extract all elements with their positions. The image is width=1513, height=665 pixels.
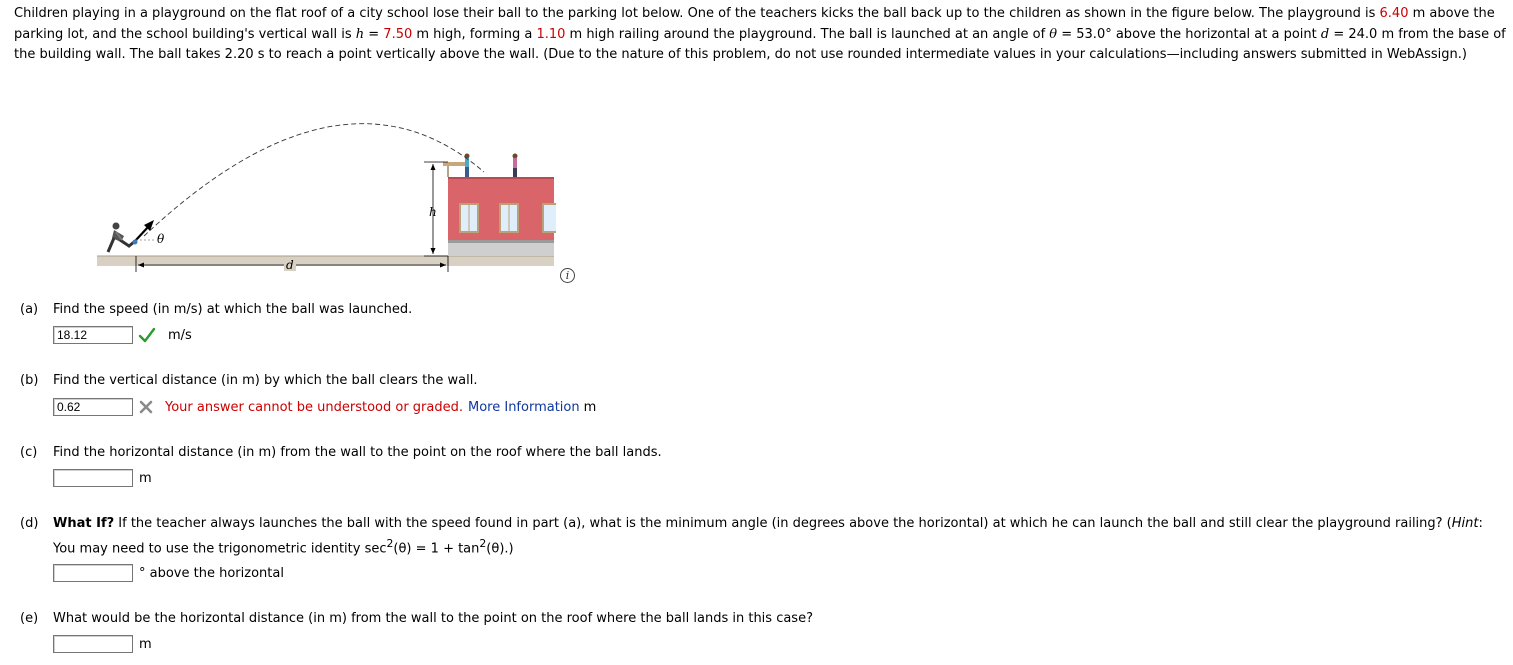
playground-railing xyxy=(443,162,467,166)
part-c-input[interactable] xyxy=(53,469,133,487)
part-a: (a) Find the speed (in m/s) at which the ball was launched. xyxy=(20,302,413,317)
part-c-unit: m xyxy=(139,470,152,486)
what-if-title: What If? xyxy=(53,516,115,531)
part-b-answer xyxy=(53,397,596,417)
part-a-unit: m/s xyxy=(168,327,192,343)
part-d-answer xyxy=(53,563,284,583)
parking-lot-ground xyxy=(97,256,554,266)
wall-height-value: 7.50 xyxy=(383,26,413,42)
figure-info-icon[interactable]: i xyxy=(560,268,575,283)
part-a-answer xyxy=(53,325,192,345)
h-label: h xyxy=(429,205,437,219)
part-d: (d) What If? If the teacher always launches the ball with the speed found in part (a), what is the minimum angle (in degrees above the horizontal) at which he can launch the ball and still clear the playground railing? (Hint: You may need to use the trigonometric identity $\sec^2(\theta) = 1 + \tan^2(\theta)$.) xyxy=(20,516,1483,557)
x-icon xyxy=(138,399,154,415)
part-e: (e) What would be the horizontal distance (in m) from the wall to the point on the roof where the ball lands in this case? xyxy=(20,611,813,626)
part-b-error: Your answer cannot be understood or graded. xyxy=(165,399,463,415)
more-information-link[interactable]: More Information xyxy=(468,399,580,415)
d-label: d xyxy=(286,258,294,272)
part-c: (c) Find the horizontal distance (in m) from the wall to the point on the roof where the ball lands. xyxy=(20,445,662,460)
child-figures xyxy=(465,154,518,178)
part-d-unit: ° above the horizontal xyxy=(139,565,284,581)
part-d-input[interactable] xyxy=(53,564,133,582)
playground-height-value: 6.40 xyxy=(1379,6,1409,21)
part-b-input[interactable]: 0.62 xyxy=(53,398,133,416)
school-building-lower xyxy=(448,242,554,256)
part-b-unit: m xyxy=(583,399,597,415)
part-e-input[interactable] xyxy=(53,635,133,653)
part-e-answer xyxy=(53,634,152,654)
part-e-unit: m xyxy=(139,636,152,652)
projectile-figure xyxy=(94,80,556,280)
check-icon xyxy=(138,327,156,343)
part-c-answer xyxy=(53,468,152,488)
railing-height-value: 1.10 xyxy=(536,26,566,42)
part-a-input[interactable]: 18.12 xyxy=(53,326,133,344)
part-b: (b) Find the vertical distance (in m) by which the ball clears the wall. xyxy=(20,373,478,388)
teacher-figure xyxy=(108,223,138,253)
problem-statement: Children playing in a playground on the flat roof of a city school lose their ball to the parking lot below. One of the teachers kicks the ball back up to the children as shown in the figure below. The playground is 6.40 m above the parking lot, and the school building's vertical wall is h = 7.50 m high, forming a 1.10 m high railing around the playground. The ball is launched at an angle of θ = 53.0° above the horizontal at a point d = 24.0 m from the base of the building wall. The ball takes 2.20 s to reach a point vertically above the wall. (Due to the nature of this problem, do not use rounded intermediate values in your calculations—including answers submitted in WebAssign.) xyxy=(14,6,1506,62)
theta-label: θ xyxy=(157,232,165,246)
